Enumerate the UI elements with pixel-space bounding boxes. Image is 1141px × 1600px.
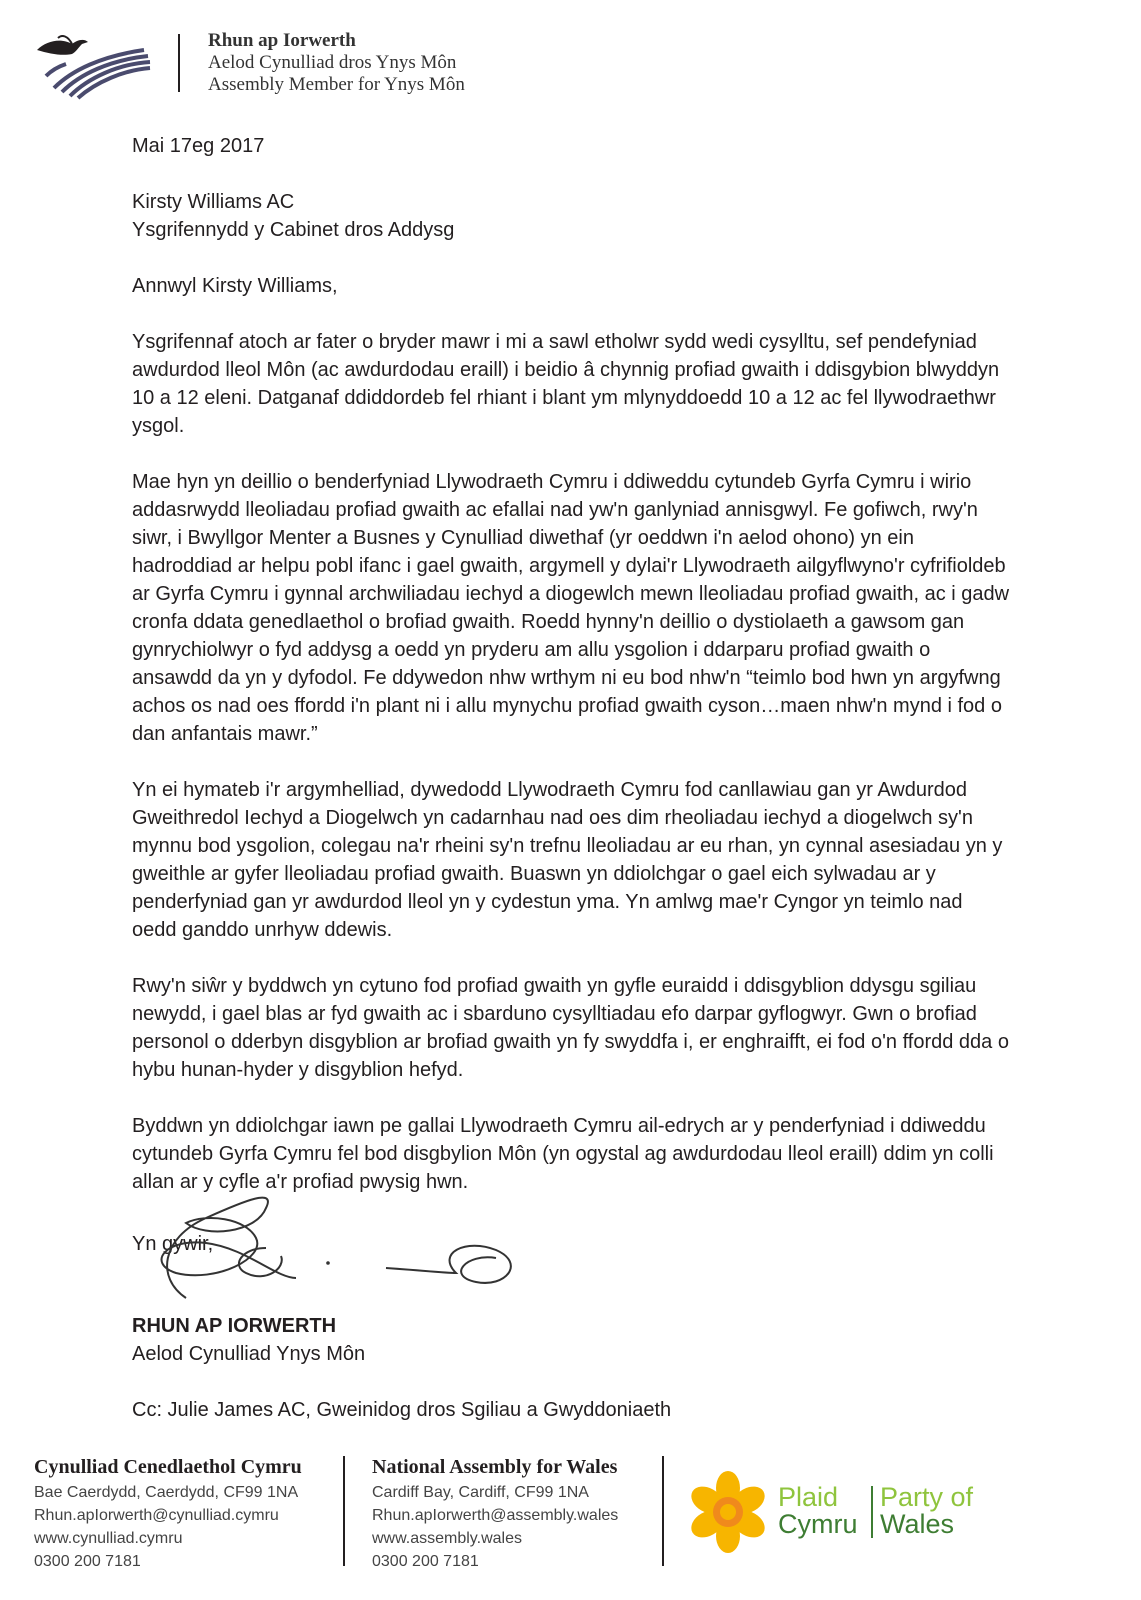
footer-welsh-contact xyxy=(34,1454,302,1573)
footer-welsh-address: Bae Caerdydd, Caerdydd, CF99 1NA xyxy=(34,1484,299,1501)
party-divider xyxy=(871,1486,873,1538)
recipient-block xyxy=(132,188,1012,244)
footer-welsh-phone: 0300 200 7181 xyxy=(34,1553,141,1570)
footer-welsh-email: Rhun.apIorwerth@cynulliad.cymru xyxy=(34,1507,279,1524)
paragraph-2: Mae hyn yn deillio o benderfyniad Llywodraeth Cymru i ddiweddu cytundeb Gyrfa Cymru i wirio addasrwydd lleoliadau profiad gwaith ac efallai nad yw'n ganlyniad annisgwyl. Fe gofiwch, rwy'n siwr, i Bwyllgor Menter a Busnes y Cynulliad diwethaf (yr oeddwn i'n aelod ohono) yn ein hadroddiad ar helpu pobl ifanc i gael gwaith, argymell y dylai'r Llywodraeth ailgyflwyno'r cyfrifioldeb ar Gyrfa Cymru i gynnal archwiliadau iechyd a diogewlch mewn lleoliadau profiad gwaith, ac i gadw cronfa ddata genedlaethol o brofiad gwaith. Roedd hynny'n deillio o dystiolaeth a gawsom gan gynrychiolwyr o fyd addysg a oedd yn pryderu am allu ysgolion i ddarparu profiad gwaith o ansawdd da yn y dyfodol. Fe ddywedon nhw wrthym ni eu bod nhw'n “teimlo bod hwn yn argyfwng achos os nad oes ffordd i'n plant ni i allu mynychu profiad gwaith cyson…maen nhw'n mynd i fod o dan anfantais mawr.” xyxy=(132,471,1010,745)
footer-english-email: Rhun.apIorwerth@assembly.wales xyxy=(372,1507,619,1524)
header-divider xyxy=(178,34,180,92)
footer-divider xyxy=(662,1456,664,1566)
sender-role-english: Assembly Member for Ynys Môn xyxy=(208,74,465,95)
letter-date: Mai 17eg 2017 xyxy=(132,135,265,157)
signatory-role: Aelod Cynulliad Ynys Môn xyxy=(132,1343,366,1365)
footer-welsh-title: Cynulliad Cenedlaethol Cymru xyxy=(34,1456,302,1478)
footer-english-phone: 0300 200 7181 xyxy=(372,1553,479,1570)
assembly-dragon-logo-icon xyxy=(32,30,152,100)
recipient-name: Kirsty Williams AC xyxy=(132,191,295,213)
recipient-role: Ysgrifennydd y Cabinet dros Addysg xyxy=(132,219,455,241)
closing: Yn gywir, xyxy=(132,1233,214,1255)
party-english-line2: Wales xyxy=(880,1509,955,1539)
paragraph-4: Rwy'n siŵr y byddwch yn cytuno fod profiad gwaith yn gyfle euraidd i ddisgyblion ddysgu sgiliau newydd, i gael blas ar fyd gwaith ac i sbarduno cysylltiadau efo darpar gyflogwyr. Gwn o brofiad personol o dderbyn disgyblion ar brofiad gwaith yn fy swyddfa i, er enghraifft, ei fod o'n ffordd dda o hybu hunan-hyder y disgyblion hefyd. xyxy=(132,975,1009,1081)
footer-welsh-web: www.cynulliad.cymru xyxy=(34,1530,183,1547)
party-english-line1: Party of xyxy=(880,1482,974,1512)
paragraph-5: Byddwn yn ddiolchgar iawn pe gallai Llywodraeth Cymru ail-edrych ar y penderfyniad i ddiweddu cytundeb Gyrfa Cymru fel bod disgbylion Môn (yn ogystal ag awdurdodau lleol eraill) ddim yn colli allan ar y cyfle a'r profiad pwysig hwn. xyxy=(132,1115,994,1193)
sender-name: Rhun ap Iorwerth xyxy=(208,30,356,51)
paragraph-3: Yn ei hymateb i'r argymhelliad, dywedodd Llywodraeth Cymru fod canllawiau gan yr Awdurdod Gweithredol Iechyd a Diogelwch yn cadarnhau nad oes dim rheoliadau iechyd a diogelwch sy'n mynnu bod ysgolion, colegau na'r rheini sy'n trefnu lleoliadau ar eu rhan, yn cynnal asesiadau yn y gweithle ar gyfer lleoliadau profiad gwaith. Buaswn yn ddiolchgar o gael eich sylwadau ar y penderfyniad gan yr awdurdod lleol yn y cydestun yma. Yn amlwg mae'r Cyngor yn teimlo nad oedd ganddo unrhyw ddewis. xyxy=(132,779,1003,941)
sender-role-welsh: Aelod Cynulliad dros Ynys Môn xyxy=(208,52,457,73)
party-welsh-line1: Plaid xyxy=(778,1482,839,1512)
party-welsh-line2: Cymru xyxy=(778,1509,858,1539)
cc-line: Cc: Julie James AC, Gweinidog dros Sgiliau a Gwyddoniaeth xyxy=(132,1399,672,1421)
footer-english-address: Cardiff Bay, Cardiff, CF99 1NA xyxy=(372,1484,589,1501)
signatory-name: RHUN AP IORWERTH xyxy=(132,1315,337,1337)
footer-english-title: National Assembly for Wales xyxy=(372,1456,618,1478)
letter-body xyxy=(132,132,1012,1224)
paragraph-1: Ysgrifennaf atoch ar fater o bryder mawr i mi a sawl etholwr sydd wedi cysylltu, sef pendefyniad awdurdod lleol Môn (ac awdurdodau eraill) i beidio â chynnig profiad gwaith i ddisgybion blwyddyn 10 a 12 eleni. Datganaf ddiddordeb fel rhiant i blant ym mlynyddoedd 10 a 12 ac fel llywodraethwr ysgol. xyxy=(132,331,1000,437)
footer-english-web: www.assembly.wales xyxy=(372,1530,522,1547)
sender-header xyxy=(208,30,465,96)
handwritten-signature xyxy=(146,1178,546,1318)
daffodil-logo-icon xyxy=(686,1470,770,1554)
footer-divider xyxy=(343,1456,345,1566)
footer-english-contact xyxy=(372,1454,618,1573)
salutation: Annwyl Kirsty Williams, xyxy=(132,275,338,297)
